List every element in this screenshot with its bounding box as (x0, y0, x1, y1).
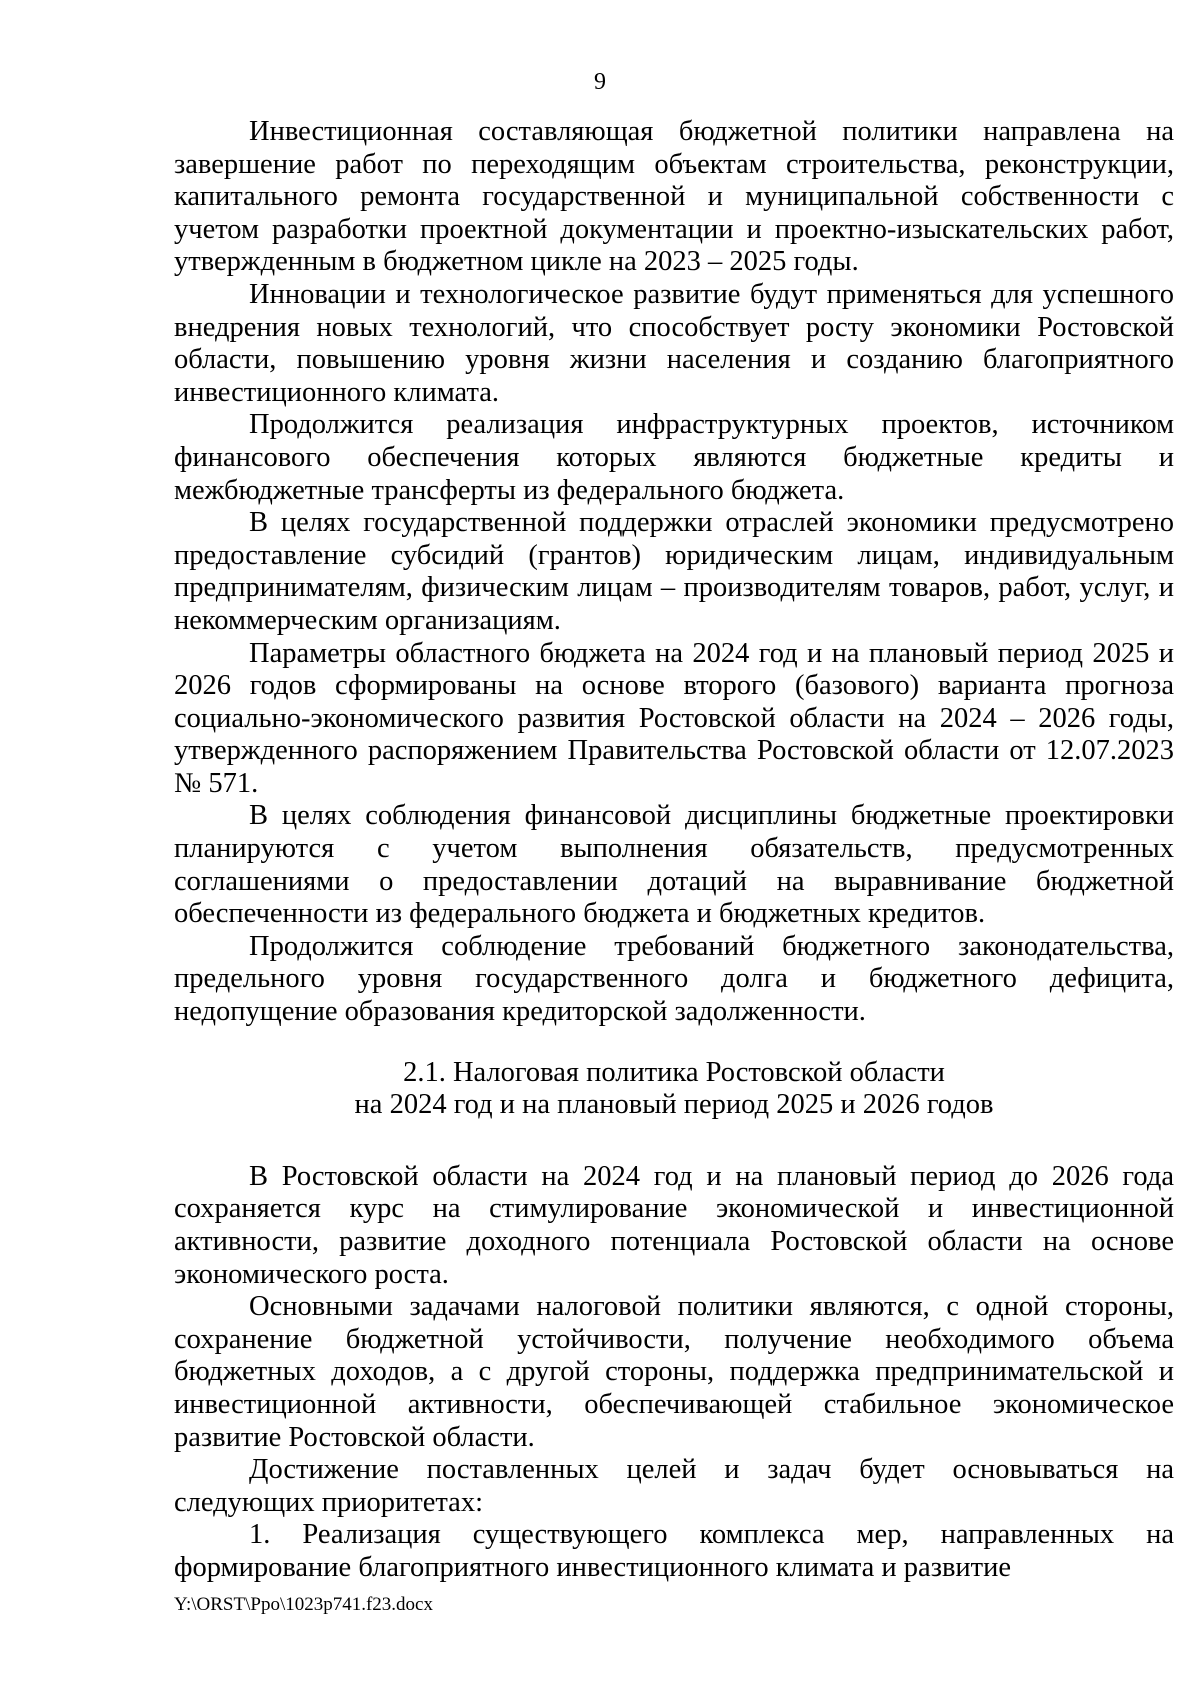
paragraph-tax-goals: Основными задачами налоговой политики являются, с одной стороны, сохранение бюджетной устойчивости, получение необходимого объема бюджетных доходов, а с другой стороны, поддержка предпринимательской и инвестиционной активности, обеспечивающей стабильное экономическое развитие Ростовской области. (174, 1291, 1174, 1453)
section-heading-line-2: на 2024 год и на плановый период 2025 и 2026 годов (354, 1089, 994, 1121)
paragraph-priority-1: 1. Реализация существующего комплекса мер, направленных на формирование благоприятного инвестиционного климата и развитие (174, 1519, 1174, 1583)
paragraph-priorities: Достижение поставленных целей и задач будет основываться на следующих приоритетах: (174, 1454, 1174, 1518)
paragraph-financial-discipline: В целях соблюдения финансовой дисциплины бюджетные проектировки планируются с учетом выполнения обязательств, предусмотренных соглашениями о предоставлении дотаций на выравнивание бюджетной обеспеченности из федерального бюджета и бюджетных кредитов. (174, 800, 1174, 930)
footer-file-path: Y:\ORST\Ppo\1023p741.f23.docx (174, 1594, 433, 1615)
section-heading-line-1: 2.1. Налоговая политика Ростовской области (403, 1056, 945, 1088)
paragraph-investment: Инвестиционная составляющая бюджетной политики направлена на завершение работ по переходящим объектам строительства, реконструкции, капитального ремонта государственной и муниципальной собственности с учетом разработки проектной документации и проектно-изыскательских работ, утвержденным в бюджетном цикле на 2023 – 2025 годы. (174, 116, 1174, 278)
paragraph-legislation: Продолжится соблюдение требований бюджетного законодательства, предельного уровня государственного долга и бюджетного дефицита, недопущение образования кредиторской задолженности. (174, 930, 1174, 1028)
section-heading (174, 1057, 1174, 1122)
paragraph-budget-parameters: Параметры областного бюджета на 2024 год и на плановый период 2025 и 2026 годов сформированы на основе второго (базового) варианта прогноза социально-экономического развития Ростовской области на 2024 – 2026 годы, утвержденного распоряжением Правительства Ростовской области от 12.07.2023 № 571. (174, 637, 1174, 799)
paragraph-innovation: Инновации и технологическое развитие будут применяться для успешного внедрения новых технологий, что способствует росту экономики Ростовской области, повышению уровня жизни населения и созданию благоприятного инвестиционного климата. (174, 278, 1174, 408)
document-body (174, 116, 1174, 1585)
paragraph-course: В Ростовской области на 2024 год и на плановый период до 2026 года сохраняется курс на стимулирование экономической и инвестиционной активности, развитие доходного потенциала Ростовской области на основе экономического роста. (174, 1160, 1174, 1290)
page-number: 9 (594, 69, 606, 95)
paragraph-infrastructure: Продолжится реализация инфраструктурных проектов, источником финансового обеспечения которых являются бюджетные кредиты и межбюджетные трансферты из федерального бюджета. (174, 409, 1174, 506)
paragraph-state-support: В целях государственной поддержки отраслей экономики предусмотрено предоставление субсидий (грантов) юридическим лицам, индивидуальным предпринимателям, физическим лицам – производителям товаров, работ, услуг, и некоммерческим организациям. (174, 507, 1174, 636)
